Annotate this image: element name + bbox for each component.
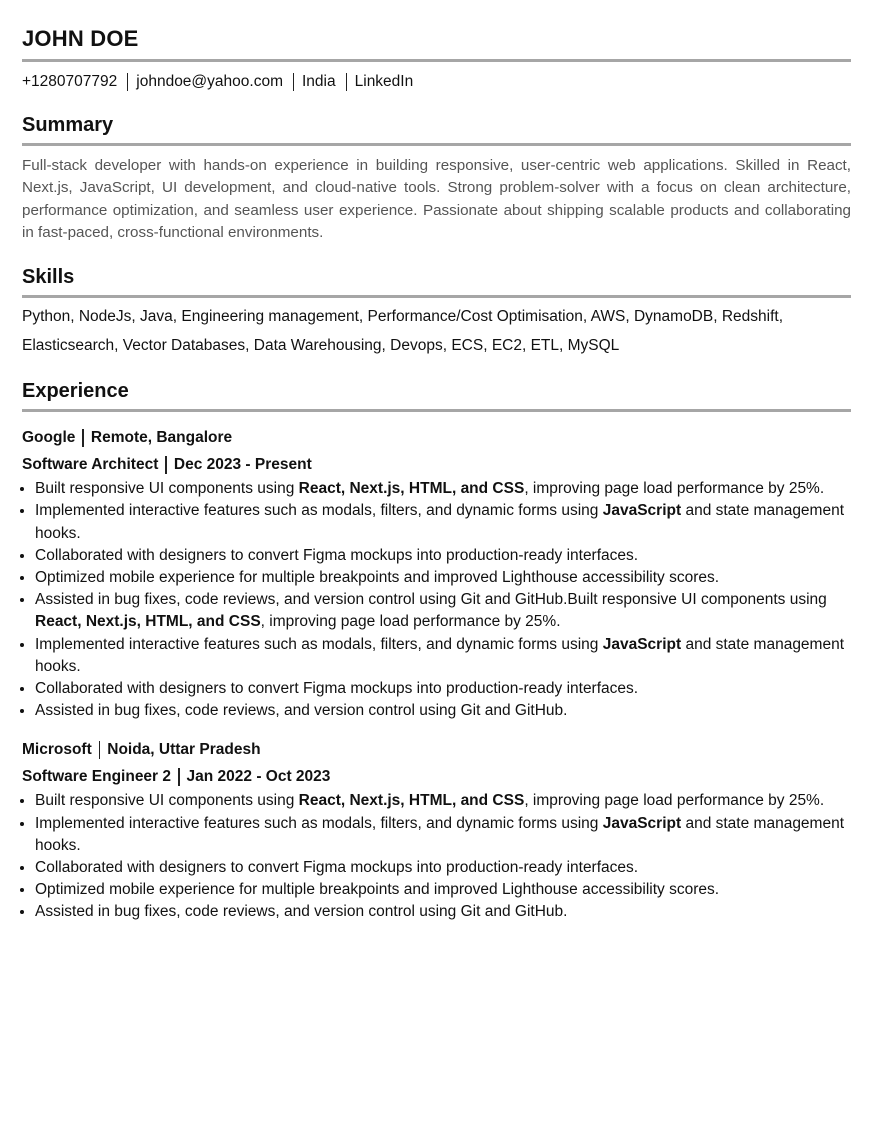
job-entry-google xyxy=(22,424,851,722)
bullet-text: and state management hooks. xyxy=(35,814,845,854)
bullet-text: Implemented interactive features such as modals, filters, and dynamic forms using xyxy=(35,502,603,520)
header-divider xyxy=(22,59,851,62)
contact-line xyxy=(22,72,851,92)
bullet-text: Implemented interactive features such as modals, filters, and dynamic forms using xyxy=(35,814,603,832)
bullet-text: and state management hooks. xyxy=(35,635,845,675)
job-bullets xyxy=(22,478,851,722)
bullet-text: Implemented interactive features such as modals, filters, and dynamic forms using xyxy=(35,635,603,653)
job-bullet xyxy=(35,634,851,678)
bullet-highlight: JavaScript xyxy=(602,814,682,832)
bullet-text: Collaborated with designers to convert Figma mockups into production-ready interfaces. xyxy=(35,546,639,564)
bullet-text: Built responsive UI components using xyxy=(35,480,299,498)
job-company: Microsoft xyxy=(22,741,92,759)
skills-divider xyxy=(22,295,851,298)
job-separator xyxy=(99,741,101,759)
contact-separator xyxy=(293,73,294,91)
job-bullet xyxy=(35,567,851,589)
bullet-text: Optimized mobile experience for multiple breakpoints and improved Lighthouse accessibility scores. xyxy=(35,569,720,586)
location-text: India xyxy=(302,73,336,90)
experience-section xyxy=(22,378,851,923)
bullet-text: Collaborated with designers to convert Figma mockups into production-ready interfaces. xyxy=(35,859,639,877)
bullet-text: Assisted in bug fixes, code reviews, and version control using Git and GitHub. xyxy=(35,702,568,720)
job-bullets xyxy=(22,790,851,923)
bullet-text: Collaborated with designers to convert Figma mockups into production-ready interfaces. xyxy=(35,680,639,698)
job-bullet xyxy=(35,879,851,901)
job-bullet xyxy=(35,790,851,812)
job-separator xyxy=(178,768,180,786)
job-bullet xyxy=(35,678,851,700)
job-entry-microsoft xyxy=(22,736,851,923)
job-role: Software Engineer 2 xyxy=(22,768,172,786)
bullet-highlight: React, Next.js, HTML, and CSS xyxy=(298,480,525,498)
bullet-text: and state management hooks. xyxy=(35,502,845,542)
bullet-text: Built responsive UI components using xyxy=(35,792,299,810)
job-company-line xyxy=(22,736,851,763)
linkedin-link[interactable]: LinkedIn xyxy=(354,73,414,90)
phone-number: +1280707792 xyxy=(22,73,118,90)
candidate-name: JOHN DOE xyxy=(22,26,139,51)
summary-heading: Summary xyxy=(22,114,114,136)
summary-divider xyxy=(22,143,851,146)
bullet-text: , improving page load performance by 25%. xyxy=(260,613,561,631)
contact-separator xyxy=(127,73,128,91)
job-bullet xyxy=(35,857,851,879)
experience-heading: Experience xyxy=(22,380,129,403)
job-location: Noida, Uttar Pradesh xyxy=(107,741,261,759)
bullet-text: , improving page load performance by 25%. xyxy=(524,480,825,498)
job-company-line xyxy=(22,424,851,451)
bullet-text: Assisted in bug fixes, code reviews, and version control using Git and GitHub. xyxy=(35,903,568,921)
summary-section xyxy=(22,112,851,244)
bullet-text: , improving page load performance by 25%. xyxy=(524,792,825,810)
bullet-highlight: JavaScript xyxy=(602,635,682,653)
job-bullet xyxy=(35,700,851,722)
job-bullet xyxy=(35,813,851,857)
bullet-text: Assisted in bug fixes, code reviews, and version control using Git and GitHub.Built responsive UI components using xyxy=(35,591,827,609)
job-bullet xyxy=(35,545,851,567)
job-dates: Jan 2022 - Oct 2023 xyxy=(186,768,331,786)
contact-separator xyxy=(346,73,347,91)
bullet-text: Optimized mobile experience for multiple breakpoints and improved Lighthouse accessibility scores. xyxy=(35,881,720,899)
job-bullet xyxy=(35,500,851,544)
job-location: Remote, Bangalore xyxy=(90,429,233,447)
job-role-line xyxy=(22,451,851,478)
job-bullet xyxy=(35,901,851,923)
bullet-highlight: React, Next.js, HTML, and CSS xyxy=(35,613,261,631)
job-role-line xyxy=(22,763,851,790)
job-separator xyxy=(82,429,84,447)
job-separator xyxy=(165,456,167,474)
bullet-highlight: React, Next.js, HTML, and CSS xyxy=(298,792,525,810)
job-dates: Dec 2023 - Present xyxy=(173,456,312,474)
job-role: Software Architect xyxy=(22,456,159,474)
skills-text: Python, NodeJs, Java, Engineering management, Performance/Cost Optimisation, AWS, DynamoDB, Redshift, Elasticsearch, Vector Databases, Data Warehousing, Devops, ECS, EC2, ETL, MySQL xyxy=(22,308,783,355)
experience-divider xyxy=(22,409,851,412)
bullet-highlight: JavaScript xyxy=(602,502,682,520)
summary-text: Full-stack developer with hands-on experience in building responsive, user-centric web applications. Skilled in React, Next.js, JavaScript, UI development, and cloud-native tools. Strong problem-solver with a focus on clean architecture, performance optimization, and seamless user experience. Passionate about shipping scalable products and collaborating in fast-paced, cross-functional environments. xyxy=(22,157,851,241)
email-link[interactable]: johndoe@yahoo.com xyxy=(136,73,283,90)
skills-section xyxy=(22,264,851,360)
job-bullet xyxy=(35,589,851,633)
job-bullet xyxy=(35,478,851,500)
job-company: Google xyxy=(22,429,76,447)
skills-heading: Skills xyxy=(22,266,75,289)
